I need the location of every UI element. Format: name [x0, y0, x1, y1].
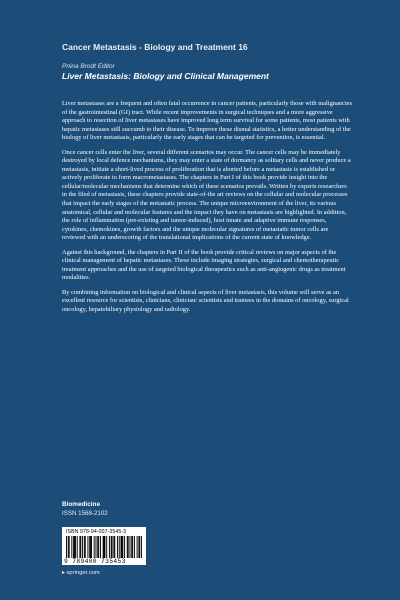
barcode-bar [97, 536, 98, 558]
barcode-bar [104, 536, 105, 558]
barcode-bar [103, 536, 104, 558]
barcode-bar [69, 536, 70, 558]
barcode-bar [104, 536, 105, 558]
barcode-bar [73, 536, 74, 558]
barcode-bars [66, 536, 142, 558]
barcode-bar [109, 536, 110, 558]
barcode-bar [66, 536, 67, 558]
barcode-bar [91, 536, 92, 558]
issn-number: ISSN 1568-2102 [62, 510, 108, 517]
isbn-number: ISBN 978-94-007-3545-3 [66, 529, 127, 535]
barcode-bar [138, 536, 139, 558]
barcode-bar [141, 536, 142, 558]
barcode-bar [80, 536, 81, 558]
subject-label: Biomedicine [62, 501, 100, 508]
barcode-bar [127, 536, 128, 558]
barcode-bar [119, 536, 120, 558]
barcode-bar [84, 536, 85, 558]
barcode-bar [121, 536, 122, 558]
barcode-bar [96, 536, 97, 558]
barcode-bar [117, 536, 118, 558]
publisher-link[interactable]: ▸ springer.com [62, 570, 100, 576]
barcode-bar [74, 536, 75, 558]
ean-number: 9 789400 735453 [64, 558, 126, 565]
barcode-bar [139, 536, 140, 558]
blurb-paragraph-1: Liver metastases are a frequent and often fatal occurrence in cancer patients, particularly those with malignancies of the gastrointestinal (GI) tract. While recent improvements in surgical techniques and a more aggressive approach to resection of liver metastases have improved long term survival for some patients, most patients with hepatic metastases still succumb to their disease. To improve these dismal statistics, a better understanding of the biology of liver metastasis, particularly the early stages that can be targeted for prevention, is essential. [62, 100, 352, 142]
barcode-bar [79, 536, 80, 558]
series-title: Cancer Metastasis - Biology and Treatment 16 [62, 42, 248, 52]
barcode-bar [94, 536, 95, 558]
barcode-bar [87, 536, 88, 558]
barcode-bar [134, 536, 135, 558]
barcode-bar [68, 536, 69, 558]
barcode-bar [89, 536, 90, 558]
barcode-bar [128, 536, 129, 558]
barcode-bar [98, 536, 99, 558]
barcode-bar [131, 536, 132, 558]
barcode-bar [129, 536, 130, 558]
barcode-bar [124, 536, 125, 558]
barcode-bar [132, 536, 133, 558]
barcode-bar [106, 536, 107, 558]
blurb-paragraph-2: Once cancer cells enter the liver, several different scenarios may occur. The cancer cells may be immediately destroyed by local defence mechanisms, they may enter a state of dormancy as solitary cells and never produce a metastasis, initiate a short-lived process of proliferation that is aborted before a metastasis is established or actively proliferate to form macrometastases. The chapters in Part I of this book provide insight into the cellular/molecular mechanisms that determine which of these scenarios prevails. Written by experts researchers in the filed of metastasis, these chapters provide state-of-the art reviews on the cellular and molecular processes that impact the early stages of the metastatic process. The unique microenvironment of the liver, its various anatomical, cellular and molecular features and the impact they have on metastasis are highlighted. In addition, the role of inflammation (pre-existing and tumor-induced), host innate and adaptive immune responses, cytokines, chemokines, growth factors and the unique molecular signatures of metastatic tumor cells are reviewed with an underscoring of the translational implications of the current state of knowledge. [62, 148, 351, 242]
barcode-bar [100, 536, 101, 558]
isbn-barcode [62, 527, 146, 565]
barcode-bar [75, 536, 76, 558]
barcode-bar [121, 536, 122, 558]
barcode-bar [71, 536, 72, 558]
barcode-bar [122, 536, 123, 558]
publisher-url[interactable]: springer.com [66, 570, 100, 576]
barcode-bar [114, 536, 115, 558]
barcode-bar [111, 536, 112, 558]
barcode-bar [85, 536, 86, 558]
editor-name: Pnina Brodt Editor [62, 63, 115, 70]
blurb-paragraph-4: By combining information on biological and clinical aspects of liver metastasis, this volume will serve as an excellent resource for scientists, clinicians, clinician/ scientists and trainees in the domains of oncology, surgical oncology, hepatobiliary physiology and radiology. [62, 288, 349, 314]
blurb-text [62, 100, 352, 321]
barcode-bar [82, 536, 83, 558]
barcode-bar [90, 536, 91, 558]
barcode-bar [112, 536, 113, 558]
blurb-paragraph-3: Against this background, the chapters in Part II of the book provide critical reviews on major aspects of the clinical management of hepatic metastases. These include imaging strategies, surgical and chemotherapeutic treatment approaches and the use of targeted biological therapeutics such as anti-angiogenic drugs as treatment modalities. [62, 248, 346, 282]
barcode-bar [113, 536, 114, 558]
barcode-bar [77, 536, 78, 558]
barcode-bar [137, 536, 138, 558]
book-title: Liver Metastasis: Biology and Clinical Management [62, 71, 269, 81]
